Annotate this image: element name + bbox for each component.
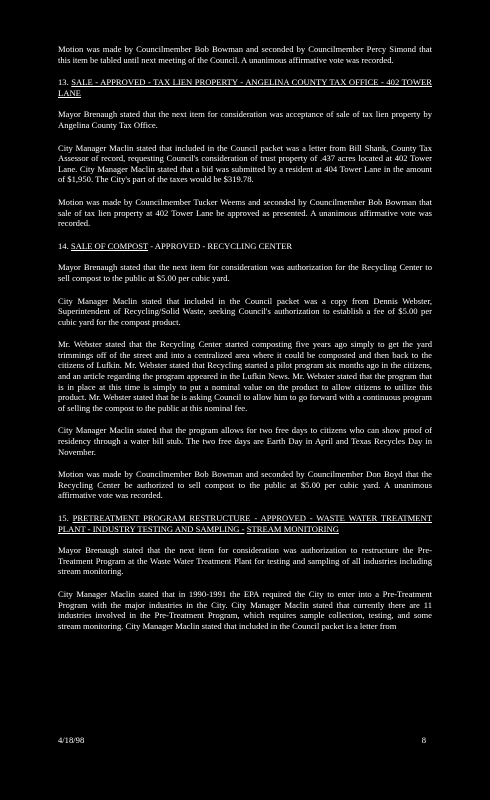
paragraph: Mayor Brenaugh stated that the next item for consideration was acceptance of sale of tax lien property by Angelina County Tax Office. — [58, 109, 432, 130]
paragraph: Mr. Webster stated that the Recycling Center started composting five years ago simply to get the yard trimmings off of the street and into a centralized area where it could be composted and then back to the citizens of Lufkin. Mr. Webster stated that Recycling started a pilot program six months ago in the citizens, and an article regarding the program appeared in the Lufkin News. Mr. Webster stated that the program that is in place at this time is simply to put a nominal value on the product to allow citizens to utilize this product. Mr. Webster stated that he is asking Council to allow him to go forward with a continuous program of selling the compost to the public at this nominal fee. — [58, 339, 432, 413]
paragraph: City Manager Maclin stated that included in the Council packet was a letter from Bill Shank, County Tax Assessor of record, requesting Council's consideration of trust property of .437 acres located at 402 Tower Lane. City Manager Maclin stated that a bid was submitted by a resident at 404 Tower Lane in the amount of $1,950. The City's part of the taxes would be $319.78. — [58, 142, 432, 185]
paragraph: Mayor Brenaugh stated that the next item for consideration was authorization to restructure the Pre-Treatment Program at the Waste Water Treatment Plant for testing and sampling of all industries including stream monitoring. — [58, 545, 432, 577]
paragraph: City Manager Maclin stated that included in the Council packet was a copy from Dennis Webster, Superintendent of Recycling/Solid Waste, seeking Council's authorization to establish a fee of $5.00 per cubic yard for the compost product. — [58, 295, 432, 327]
section-title: SALE - APPROVED - TAX LIEN PROPERTY - ANGELINA COUNTY TAX OFFICE - 402 TOWER LANE — [58, 77, 432, 98]
section-number: 14. — [58, 240, 69, 251]
page-footer — [58, 735, 432, 746]
footer-date: 4/18/98 — [58, 735, 85, 745]
section-title-underlined: SALE OF COMPOST — [70, 240, 149, 251]
section-heading-14 — [58, 241, 432, 252]
section-number: 15. — [58, 513, 69, 523]
section-number: 13. — [58, 77, 69, 88]
paragraph: City Manager Maclin stated that in 1990-1991 the EPA required the City to enter into a Pre-Treatment Program with the major industries in the City. City Manager Maclin stated that currently there are 11 industries involved in the Pre-Treatment Program, which requires sample collection, testing, and some stream monitoring. City Manager Maclin stated that included in the Council packet is a letter from — [58, 588, 432, 631]
section-title: PRETREATMENT PROGRAM RESTRUCTURE - APPROVED - WASTE WATER TREATMENT PLANT - INDUSTRY TESTING AND SAMPLING - — [58, 513, 432, 534]
section-title-rest: - APPROVED - RECYCLING CENTER — [148, 240, 293, 251]
section-title-cont: STREAM MONITORING — [246, 523, 339, 534]
paragraph: Mayor Brenaugh stated that the next item for consideration was authorization for the Recycling Center to sell compost to the public at $5.00 per cubic yard. — [58, 262, 432, 283]
paragraph-motion-tabled: Motion was made by Councilmember Bob Bowman and seconded by Councilmember Percy Simond that this item be tabled until next meeting of the Council. A unanimous affirmative vote was recorded. — [58, 44, 432, 65]
paragraph: Motion was made by Councilmember Tucker Weems and seconded by Councilmember Bob Bowman that sale of tax lien property at 402 Tower Lane be approved as presented. A unanimous affirmative vote was recorded. — [58, 196, 432, 229]
page-number: 8 — [421, 735, 426, 745]
section-heading-13 — [58, 77, 432, 98]
paragraph: Motion was made by Councilmember Bob Bowman and seconded by Councilmember Don Boyd that the Recycling Center be authorized to sell compost to the public at $5.00 per cubic yard. A unanimous affirmative vote was recorded. — [58, 469, 432, 501]
section-heading-15 — [58, 513, 432, 534]
paragraph: City Manager Maclin stated that the program allows for two free days to citizens who can show proof of residency through a water bill stub. The two free days are Earth Day in April and Texas Recycles Day in November. — [58, 425, 432, 457]
